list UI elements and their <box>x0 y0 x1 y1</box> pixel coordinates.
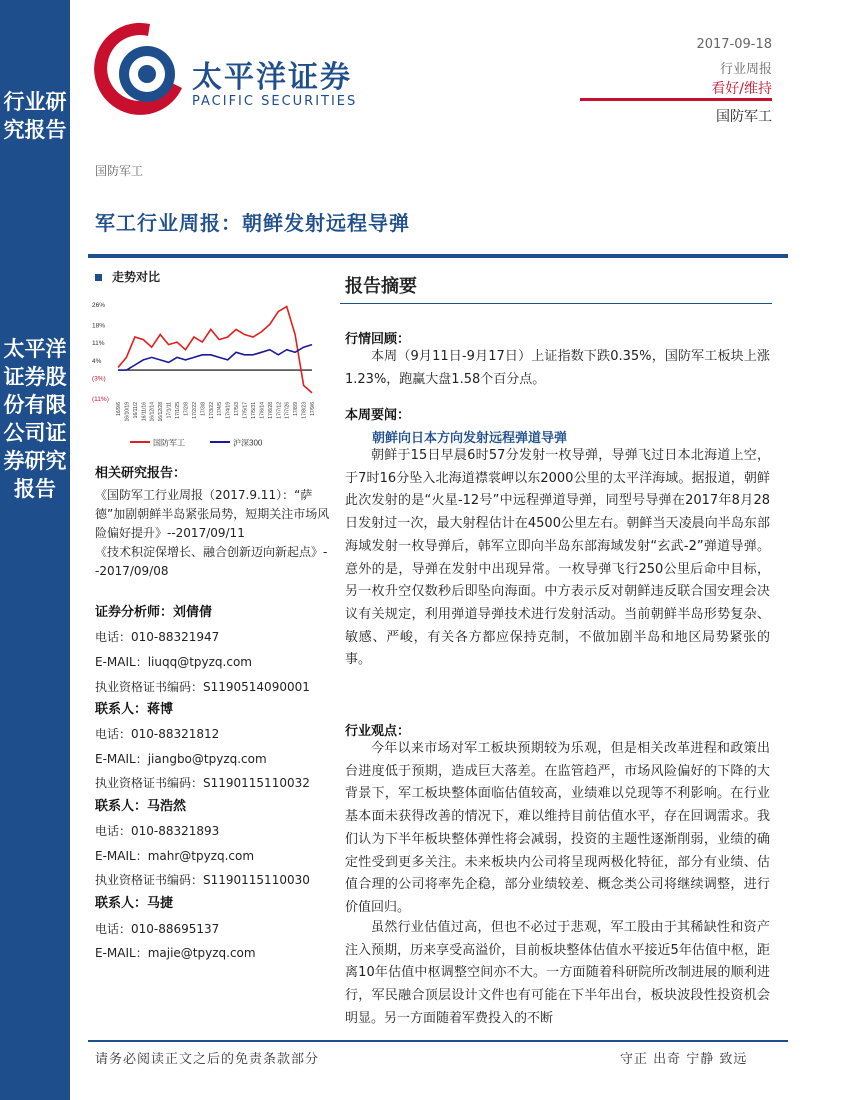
related-section <box>95 464 335 581</box>
rating: 看好/维持 <box>711 81 772 97</box>
x-tick-label: 17/6/14 <box>259 402 266 419</box>
analyst-email: E-MAIL：liuqq@tpyzq.com <box>95 655 252 669</box>
footer-disclaimer: 请务必阅读正文之后的免责条款部分 <box>95 1052 320 1067</box>
analyst-name: 证券分析师：刘倩倩 <box>95 605 213 620</box>
related-item: 《技术积淀保增长、融合创新迈向新起点》--2017/09/08 <box>95 545 328 578</box>
legend-label: 国防军工 <box>153 438 185 448</box>
contact-email: E-MAIL：mahr@tpyzq.com <box>95 848 255 863</box>
view-paragraph-2: 虽然行业估值过高，但也不必过于悲观，军工股由于其稀缺性和资产注入预期，历来享受高溢价，目前板块整体估值水平接近5年估值中枢，距离10年估值中枢调整空间亦不大。一方面随着科研院所改制进展的顺利进行，军民融合顶层设计文件也有可能在下半年出台，板块波段性投资机会明显。另一方面随着军费投入的不断 <box>345 920 770 1026</box>
summary-heading: 报告摘要 <box>345 276 417 297</box>
x-tick-label: 17/7/12 <box>276 402 283 419</box>
x-tick-label: 16/11/2 <box>132 402 139 419</box>
y-tick-label: 11% <box>92 340 105 348</box>
view-paragraph-1: 今年以来市场对军工板块预期较为乐观，但是相关改革进程和政策出台进度低于预期，造成巨大落差。在监管趋严，市场风险偏好的下降的大背景下，军工板块整体面临估值较高，业绩难以兑现等不利影响。在行业基本面未获得改善的情况下，难以维持目前估值水平，存在回调需求。我们认为下半年板块整体弹性将会减弱，投资的主题性逐渐削弱，业绩的确定性受到更多关注。未来板块内公司将呈现两极化特征，部分有业绩、估值合理的公司将率先企稳，部分业绩较差、概念类公司将继续调整，进行价值回归。 <box>345 741 770 915</box>
title-rule <box>88 254 788 258</box>
x-tick-label: 17/3/22 <box>208 402 215 419</box>
report-type: 行业周报 <box>719 62 772 77</box>
x-tick-label: 16/10/19 <box>124 402 131 422</box>
y-tick-label: (3%) <box>92 375 106 383</box>
sidebar-bottom-band <box>0 255 70 1100</box>
y-tick-label: 4% <box>92 357 102 365</box>
x-tick-label: 17/5/3 <box>234 402 241 416</box>
brand-name-en: PACIFIC SECURITIES <box>192 94 358 109</box>
trend-chart-svg <box>90 296 320 456</box>
analyst-cert: 执业资格证书编码：S1190514090001 <box>95 680 310 694</box>
news-text: 朝鲜于15日早晨6时57分发射一枚导弹，导弹飞过日本北海道上空，于7时16分坠入北海道襟裳岬以东2000公里的太平洋海域。据报道，朝鲜此次发射的是“火星-12号”中远程弹道导弹，同型号导弹在2017年8月28日发射过一次，最大射程估计在4500公里左右。朝鲜当天凌晨向半岛东部海域发射一枚导弹后，韩军立即向半岛东部海域发射“玄武-2”弹道导弹。意外的是，导弹在发射中出现异常。一枚导弹飞行250公里后命中目标，另一枚升空仅数秒后即坠向海面。中方表示反对朝鲜违反联合国安理会决议有关规定，利用弹道导弹技术进行发射活动。当前朝鲜半岛形势复杂、敏感、严峻，有关各方都应保持克制，不做加剧半岛和地区局势紧张的事。 <box>345 448 770 668</box>
contact-phone: 电话：010-88321812 <box>95 727 220 742</box>
x-tick-label: 16/12/14 <box>149 402 156 422</box>
x-tick-label: 17/1/25 <box>175 402 182 419</box>
contact-cert: 执业资格证书编码：S1190115110030 <box>95 873 310 888</box>
series-line <box>118 345 312 371</box>
x-tick-label: 17/4/19 <box>225 402 232 419</box>
x-tick-label: 17/2/22 <box>191 402 198 419</box>
contact-email: E-MAIL：majie@tpyzq.com <box>95 945 256 960</box>
analyst-phone: 电话：010-88321947 <box>95 630 220 644</box>
news-heading: 本周要闻： <box>345 408 411 423</box>
y-tick-label: 26% <box>92 302 106 309</box>
market-text: 本周（9月11日-9月17日）上证指数下跌0.35%，国防军工板块上涨1.23%，跑赢大盘1.58个百分点。 <box>345 349 770 387</box>
page-title: 军工行业周报：朝鲜发射远程导弹 <box>95 211 410 235</box>
summary-rule <box>340 303 772 304</box>
x-tick-label: 17/4/5 <box>217 402 224 416</box>
x-tick-label: 17/8/23 <box>301 402 308 419</box>
x-tick-label: 16/9/6 <box>116 402 122 416</box>
related-item: 《国防军工行业周报（2017.9.11）：“萨德”加剧朝鲜半岛紧张局势，短期关注市场风险偏好提升》--2017/09/11 <box>95 488 330 540</box>
x-tick-label: 17/6/28 <box>267 402 274 419</box>
y-tick-label: (11%) <box>92 396 109 403</box>
contact-name: 联系人：蒋博 <box>95 702 174 717</box>
related-heading: 相关研究报告： <box>95 466 187 481</box>
series-line <box>118 307 312 393</box>
y-tick-label: 18% <box>92 322 106 330</box>
x-tick-label: 17/9/6 <box>310 402 316 416</box>
view-heading: 行业观点： <box>345 724 411 739</box>
x-tick-label: 17/5/31 <box>250 402 257 419</box>
analyst-section <box>95 600 335 700</box>
sidebar-top-text: 行业研究报告 <box>3 90 67 142</box>
contact-phone: 电话：010-88321893 <box>95 824 220 839</box>
company-logo-icon <box>90 18 190 118</box>
x-tick-label: 17/1/11 <box>166 402 173 419</box>
legend-label: 沪深300 <box>233 438 263 448</box>
market-heading: 行情回顾： <box>345 332 411 347</box>
x-tick-label: 16/11/16 <box>141 402 148 422</box>
footer-motto: 守正 出奇 宁静 致远 <box>620 1052 748 1067</box>
x-tick-label: 17/5/17 <box>242 402 249 419</box>
x-tick-label: 16/12/28 <box>158 402 165 422</box>
x-tick-label: 17/7/26 <box>284 402 291 419</box>
trend-heading: 走势对比 <box>95 268 160 285</box>
brand-name-cn: 太平洋证券 <box>192 60 352 95</box>
contact-name: 联系人：马捷 <box>95 896 174 912</box>
x-tick-label: 17/3/8 <box>200 402 207 416</box>
contact-email: E-MAIL：jiangbo@tpyzq.com <box>95 751 267 766</box>
contact-cert: 执业资格证书编码：S1190115110032 <box>95 775 310 790</box>
report-date: 2017-09-18 <box>696 37 772 52</box>
contact-name: 联系人：马浩然 <box>95 799 187 815</box>
breadcrumb: 国防军工 <box>95 164 144 178</box>
sidebar-top-band <box>0 0 70 255</box>
header-red-rule <box>580 98 772 101</box>
footer-rule <box>88 1040 788 1042</box>
square-bullet-icon <box>95 274 102 281</box>
x-tick-label: 17/8/9 <box>293 402 300 416</box>
sector-label: 国防军工 <box>716 109 772 125</box>
trend-chart <box>90 296 320 456</box>
contact-phone: 电话：010-88695137 <box>95 921 220 936</box>
contacts-section <box>95 698 335 965</box>
sidebar-bottom-text: 太平洋证券股份有限公司证券研究报告 <box>3 337 67 501</box>
x-tick-label: 17/2/8 <box>183 402 190 416</box>
news-subheading: 朝鲜向日本方向发射远程弹道导弹 <box>372 431 568 446</box>
